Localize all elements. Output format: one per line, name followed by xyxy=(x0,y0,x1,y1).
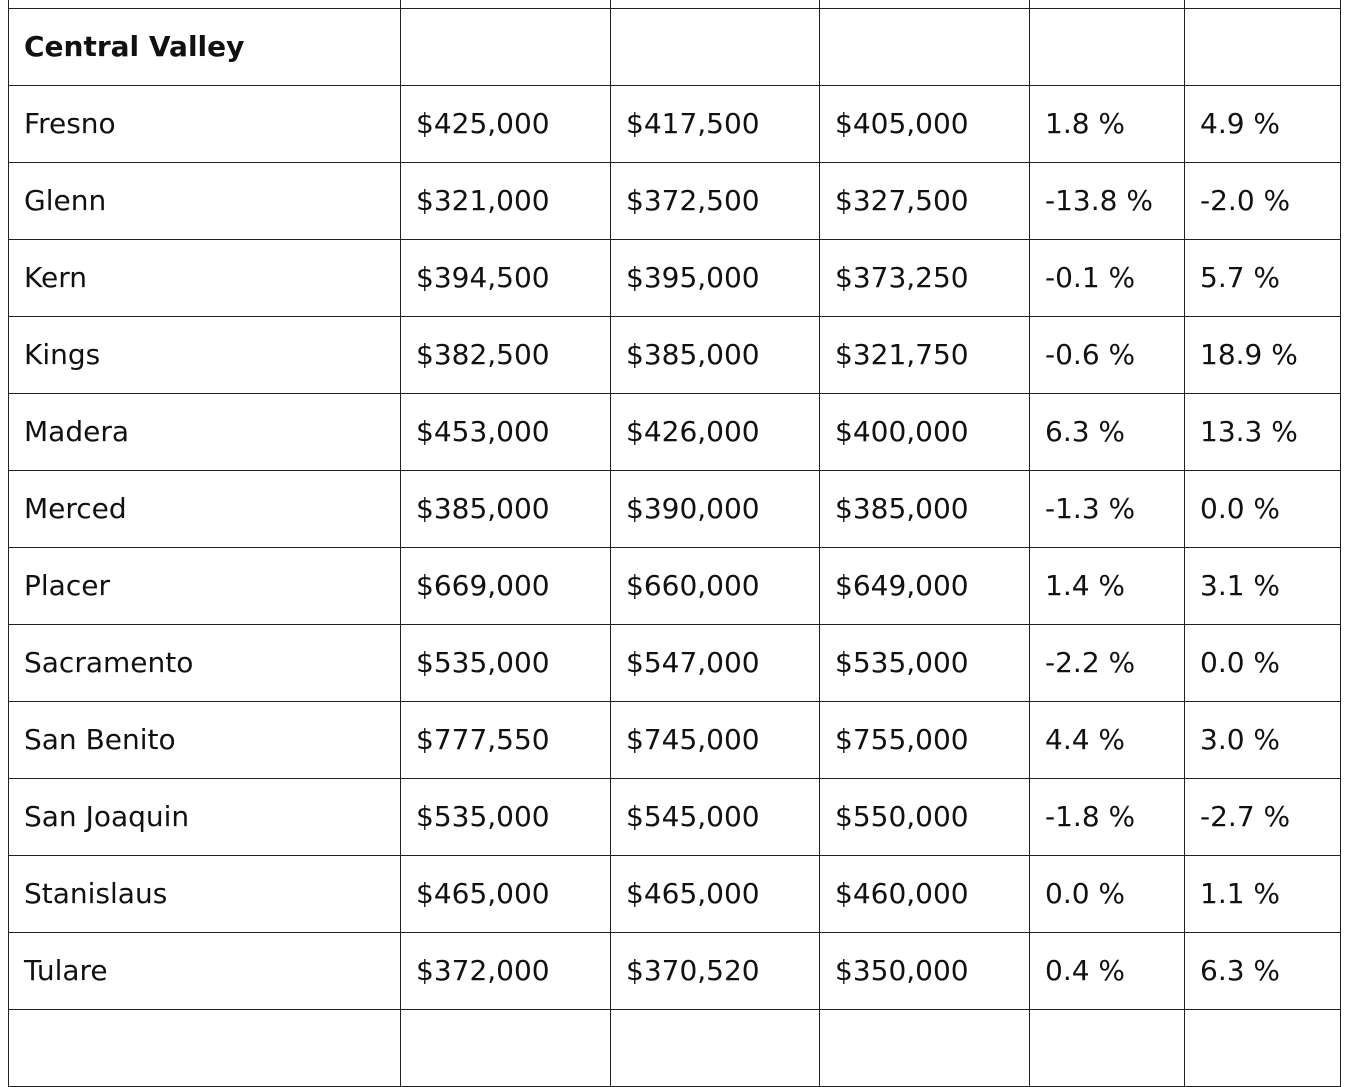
price-cell-3: $385,000 xyxy=(820,471,1030,548)
change-cell-1: -1.8 % xyxy=(1030,779,1185,856)
county-name-cell: San Benito xyxy=(9,702,401,779)
change-cell-1: -2.2 % xyxy=(1030,625,1185,702)
county-name-cell: Madera xyxy=(9,394,401,471)
change-cell-2: -2.7 % xyxy=(1185,779,1341,856)
table-row xyxy=(9,933,1341,1010)
table-row xyxy=(9,856,1341,933)
price-cell-1: $453,000 xyxy=(401,394,611,471)
price-cell-3: $755,000 xyxy=(820,702,1030,779)
change-cell-1: 0.4 % xyxy=(1030,933,1185,1010)
change-cell-2: 3.1 % xyxy=(1185,548,1341,625)
change-cell-2: 0.0 % xyxy=(1185,471,1341,548)
price-cell-2: $545,000 xyxy=(611,779,820,856)
table-body xyxy=(9,0,1341,1087)
price-cell-2: $660,000 xyxy=(611,548,820,625)
county-name-cell: Merced xyxy=(9,471,401,548)
change-cell-1: 6.3 % xyxy=(1030,394,1185,471)
price-cell-3: $405,000 xyxy=(820,86,1030,163)
change-cell-2: -2.0 % xyxy=(1185,163,1341,240)
region-row xyxy=(9,9,1341,86)
table-row xyxy=(9,702,1341,779)
price-cell-1: $669,000 xyxy=(401,548,611,625)
price-cell-2: $417,500 xyxy=(611,86,820,163)
price-cell-1: $535,000 xyxy=(401,779,611,856)
price-cell-3: $460,000 xyxy=(820,856,1030,933)
table-row xyxy=(9,240,1341,317)
price-cell-1: $425,000 xyxy=(401,86,611,163)
price-cell-1: $382,500 xyxy=(401,317,611,394)
change-cell-1: 1.8 % xyxy=(1030,86,1185,163)
change-cell-2: 1.1 % xyxy=(1185,856,1341,933)
price-cell-1: $372,000 xyxy=(401,933,611,1010)
price-cell-2: $385,000 xyxy=(611,317,820,394)
price-cell-2: $745,000 xyxy=(611,702,820,779)
county-name-cell: Kings xyxy=(9,317,401,394)
table-row xyxy=(9,317,1341,394)
price-cell-2: $372,500 xyxy=(611,163,820,240)
price-cell-3: $649,000 xyxy=(820,548,1030,625)
change-cell-1: -0.1 % xyxy=(1030,240,1185,317)
change-cell-2: 5.7 % xyxy=(1185,240,1341,317)
price-cell-3: $373,250 xyxy=(820,240,1030,317)
county-name-cell: Sacramento xyxy=(9,625,401,702)
change-cell-1: -1.3 % xyxy=(1030,471,1185,548)
change-cell-1: 4.4 % xyxy=(1030,702,1185,779)
median-price-table xyxy=(8,0,1341,1087)
price-cell-1: $394,500 xyxy=(401,240,611,317)
price-cell-3: $535,000 xyxy=(820,625,1030,702)
county-name-cell: Glenn xyxy=(9,163,401,240)
price-cell-2: $370,520 xyxy=(611,933,820,1010)
change-cell-1: 1.4 % xyxy=(1030,548,1185,625)
price-cell-3: $321,750 xyxy=(820,317,1030,394)
price-cell-3: $327,500 xyxy=(820,163,1030,240)
price-cell-2: $390,000 xyxy=(611,471,820,548)
change-cell-2: 18.9 % xyxy=(1185,317,1341,394)
price-cell-3: $400,000 xyxy=(820,394,1030,471)
price-cell-1: $465,000 xyxy=(401,856,611,933)
region-label: Central Valley xyxy=(9,9,401,86)
change-cell-1: -13.8 % xyxy=(1030,163,1185,240)
price-cell-1: $321,000 xyxy=(401,163,611,240)
county-name-cell: Kern xyxy=(9,240,401,317)
table-row xyxy=(9,548,1341,625)
price-cell-2: $547,000 xyxy=(611,625,820,702)
table-container xyxy=(8,0,1340,1087)
table-row xyxy=(9,471,1341,548)
change-cell-2: 0.0 % xyxy=(1185,625,1341,702)
price-cell-3: $350,000 xyxy=(820,933,1030,1010)
price-cell-1: $385,000 xyxy=(401,471,611,548)
price-cell-1: $777,550 xyxy=(401,702,611,779)
price-cell-2: $426,000 xyxy=(611,394,820,471)
table-row xyxy=(9,86,1341,163)
county-name-cell: Placer xyxy=(9,548,401,625)
table-row xyxy=(9,779,1341,856)
county-name-cell: Tulare xyxy=(9,933,401,1010)
county-name-cell: Stanislaus xyxy=(9,856,401,933)
change-cell-2: 6.3 % xyxy=(1185,933,1341,1010)
price-cell-3: $550,000 xyxy=(820,779,1030,856)
table-row xyxy=(9,163,1341,240)
change-cell-1: 0.0 % xyxy=(1030,856,1185,933)
change-cell-2: 13.3 % xyxy=(1185,394,1341,471)
price-cell-2: $465,000 xyxy=(611,856,820,933)
change-cell-2: 3.0 % xyxy=(1185,702,1341,779)
change-cell-1: -0.6 % xyxy=(1030,317,1185,394)
price-cell-1: $535,000 xyxy=(401,625,611,702)
price-cell-2: $395,000 xyxy=(611,240,820,317)
table-row xyxy=(9,394,1341,471)
table-row-previous xyxy=(9,0,1341,9)
change-cell-2: 4.9 % xyxy=(1185,86,1341,163)
table-row-next xyxy=(9,1010,1341,1087)
county-name-cell: San Joaquin xyxy=(9,779,401,856)
county-name-cell: Fresno xyxy=(9,86,401,163)
table-row xyxy=(9,625,1341,702)
